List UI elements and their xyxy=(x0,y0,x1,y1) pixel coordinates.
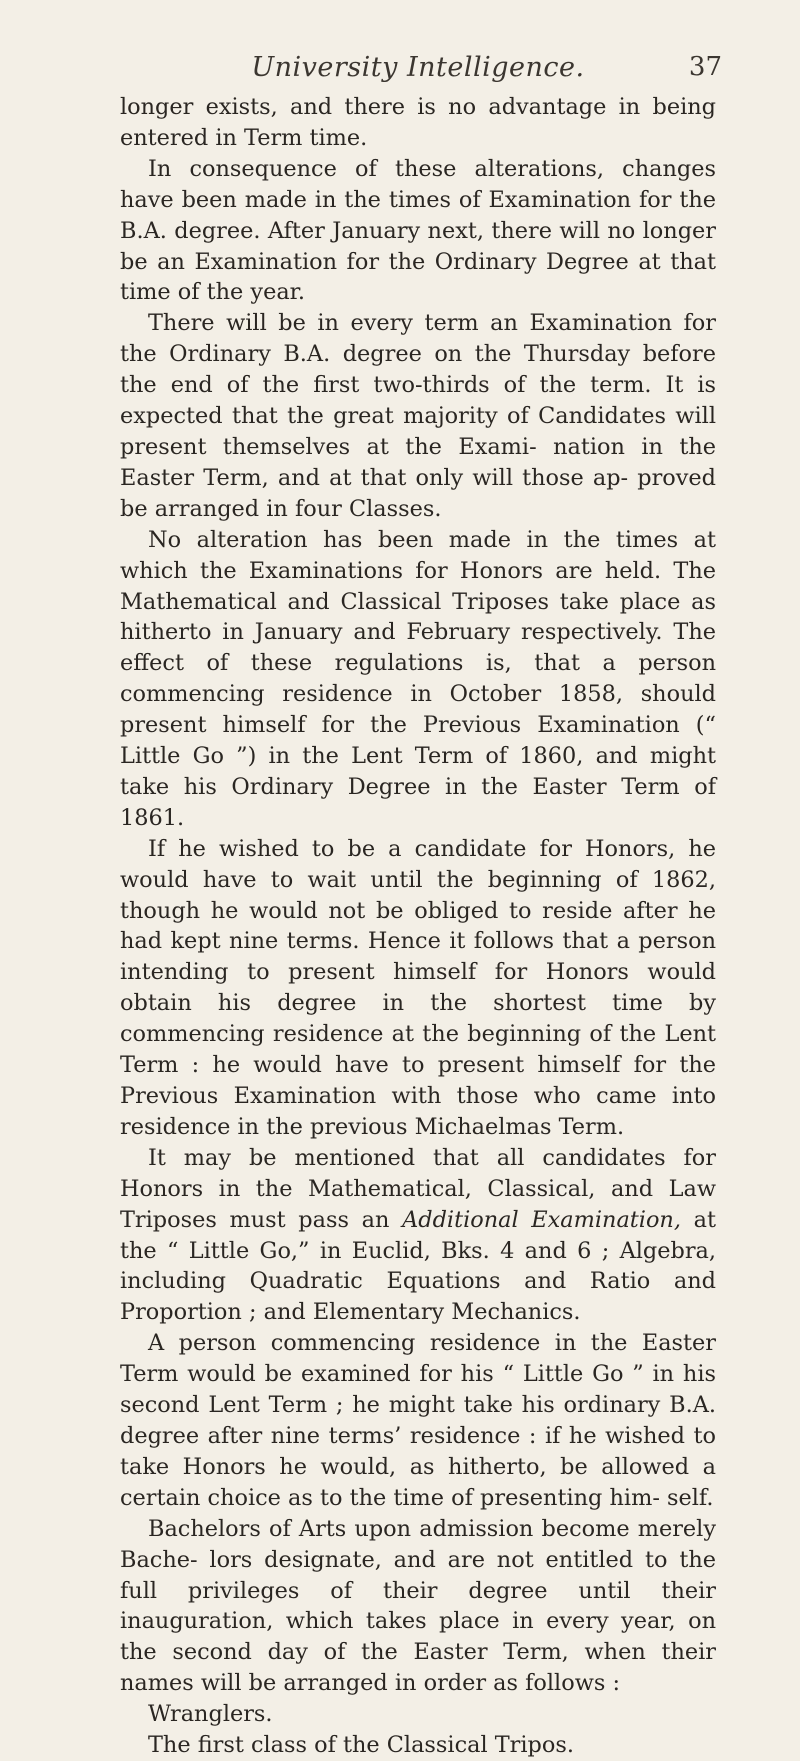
running-title: University Intelligence. xyxy=(251,52,585,83)
paragraph-honors-candidate: If he wished to be a candidate for Honors, he would have to wait until the beginning of 1862, though he would not be obliged to reside after he had kept nine terms. Hence it follows that a person intending to present himself for Honors would obtain his degree in the shortest time by commencing residence at the beginning of the Lent Term : he would have to present himself for the Previous Examination with those who came into residence in the previous Michaelmas Term. xyxy=(120,835,716,1140)
paragraph-bachelors: Bachelors of Arts upon admission become merely Bache- lors designate, and are not entitled to the full privileges of their degree until their inauguration, which takes place in every year, on the second day of the Easter Term, when their names will be arranged in order as follows : xyxy=(120,1515,716,1697)
paragraph-examination-changes: In consequence of these alterations, changes have been made in the times of Examination for the B.A. degree. After January next, there will no longer be an Examination for the Ordinary Degree at that time of the year. xyxy=(120,155,716,306)
page-number: 37 xyxy=(688,52,722,82)
paragraph-ordinary-degree: There will be in every term an Examination for the Ordinary B.A. degree on the Thursday before the end of the first two-thirds of the term. It is expected that the great majority of Candidates will present themselves at the Exami- nation in the Easter Term, and at that only will those ap- proved be arranged in four Classes. xyxy=(120,310,716,522)
body-text xyxy=(120,92,716,1761)
paragraph-continuation: longer exists, and there is no advantage in being entered in Term time. xyxy=(120,94,716,151)
additional-exam-italic: Additional Examination, xyxy=(402,1206,681,1233)
list-item-classical-tripos: The first class of the Classical Tripos. xyxy=(148,1732,574,1759)
paragraph-additional-examination xyxy=(120,1143,716,1328)
running-head xyxy=(120,46,722,86)
paragraph-easter-term: A person commencing residence in the Easter Term would be examined for his “ Little Go ” in his second Lent Term ; he might take his ordinary B.A. degree after nine terms’ residence : if he wished to take Honors he would, as hitherto, be allowed a certain choice as to the time of presenting him- self. xyxy=(120,1330,716,1511)
additional-exam-text-end: at the “ Little Go,” in Euclid, Bks. 4 and 6 ; Algebra, including Quadratic Equations and Ratio and Proportion ; and Elementary Mechanics. xyxy=(120,1206,716,1326)
additional-exam-text-start: It may be mentioned that all candidates for Honors in the Mathematical, Classical, and Law Triposes must pass an xyxy=(120,1144,716,1233)
list-item-wranglers: Wranglers. xyxy=(148,1701,273,1728)
paragraph-honors-times: No alteration has been made in the times at which the Examinations for Honors are held. The Mathematical and Classical Triposes take place as hitherto in January and February respectively. The effect of these regulations is, that a person commencing residence in October 1858, should present himself for the Previous Examination (“ Little Go ”) in the Lent Term of 1860, and might take his Ordinary Degree in the Easter Term of 1861. xyxy=(120,526,716,831)
